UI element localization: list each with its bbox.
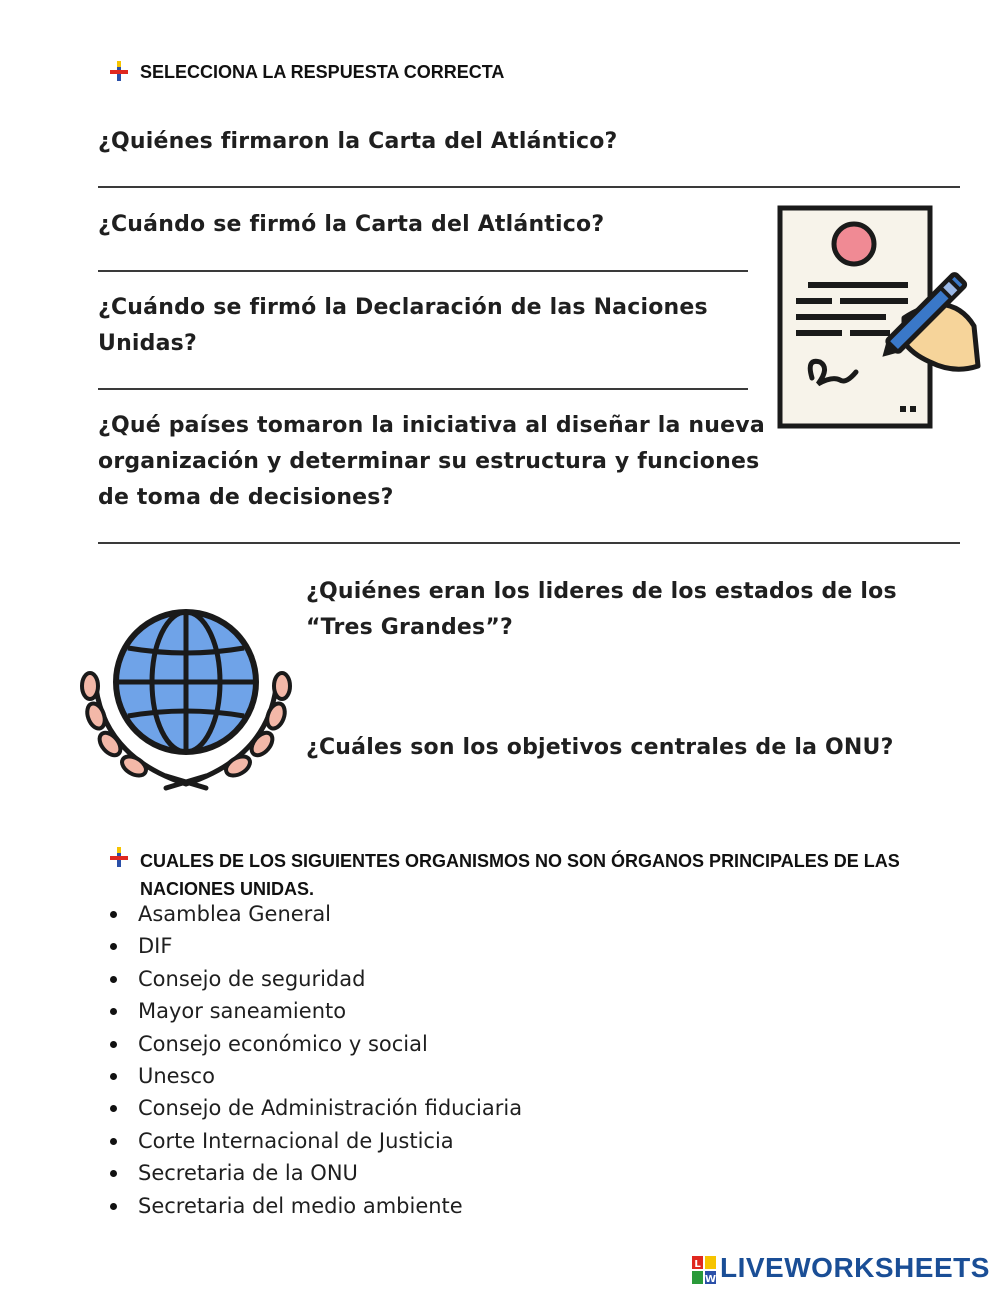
question-6: ¿Cuáles son los objetivos centrales de la ONU? [306, 735, 894, 760]
answer-line-1[interactable] [98, 186, 960, 188]
question-4-text: ¿Qué países tomaron la iniciativa al diseñar la nueva organización y determinar su estructura y funciones de toma de decisiones? [98, 413, 765, 510]
answer-line-4[interactable] [98, 542, 960, 544]
list-item-label: Secretaria del medio ambiente [138, 1193, 463, 1218]
list-item[interactable] [100, 1125, 800, 1157]
bullet-dot [110, 1203, 117, 1210]
list-item-label: Secretaria de la ONU [138, 1161, 358, 1186]
organism-list [100, 898, 800, 1222]
bullet-dot [110, 976, 117, 983]
list-item[interactable] [100, 1157, 800, 1189]
bullet-dot [110, 1138, 117, 1145]
bullet-dot [110, 1041, 117, 1048]
bullet-dot [110, 911, 117, 918]
list-item[interactable] [100, 1028, 800, 1060]
question-3: ¿Cuándo se firmó la Declaración de las Naciones Unidas? [98, 295, 708, 356]
bullet-dot [110, 1073, 117, 1080]
section-instruction-2: CUALES DE LOS SIGUIENTES ORGANISMOS NO SON ÓRGANOS PRINCIPALES DE LAS NACIONES UNIDAS. [140, 851, 900, 899]
question-1: ¿Quiénes firmaron la Carta del Atlántico? [98, 129, 618, 154]
section-instruction: SELECCIONA LA RESPUESTA CORRECTA [140, 62, 505, 82]
list-item[interactable] [100, 1092, 800, 1124]
globe-laurel-icon [76, 598, 296, 794]
list-item-label: Consejo de seguridad [138, 966, 366, 991]
liveworksheets-logo[interactable] [692, 1252, 992, 1288]
question-5: ¿Quiénes eran los lideres de los estados de los “Tres Grandes”? [306, 579, 897, 640]
logo-badge-icon [692, 1256, 716, 1284]
list-item[interactable] [100, 930, 800, 962]
answer-line-2[interactable] [98, 270, 748, 272]
question-2: ¿Cuándo se firmó la Carta del Atlántico? [98, 212, 605, 237]
list-item-label: DIF [138, 934, 173, 959]
answer-line-3[interactable] [98, 388, 748, 390]
list-item-label: Mayor saneamiento [138, 999, 347, 1024]
list-item[interactable] [100, 1190, 800, 1222]
bullet-dot [110, 1008, 117, 1015]
list-item-label: Consejo económico y social [138, 1031, 428, 1056]
list-item[interactable] [100, 963, 800, 995]
question-4 [98, 408, 798, 516]
bullet-dot [110, 943, 117, 950]
list-item-label: Asamblea General [138, 902, 332, 926]
bullet-flag-icon [108, 846, 130, 868]
list-item[interactable] [100, 1060, 800, 1092]
list-item[interactable] [100, 898, 800, 930]
brand-name: LIVEWORKSHEETS [720, 1252, 990, 1283]
list-item-label: Corte Internacional de Justicia [138, 1128, 454, 1153]
signed-document-icon [772, 200, 982, 435]
bullet-flag-icon [108, 60, 130, 82]
badge-letter: W [704, 1274, 716, 1284]
bullet-dot [110, 1170, 117, 1177]
badge-letter: L [694, 1259, 701, 1270]
list-item[interactable] [100, 995, 800, 1027]
bullet-dot [110, 1105, 117, 1112]
list-item-label: Consejo de Administración fiduciaria [138, 1096, 523, 1121]
list-item-label: Unesco [138, 1063, 215, 1088]
